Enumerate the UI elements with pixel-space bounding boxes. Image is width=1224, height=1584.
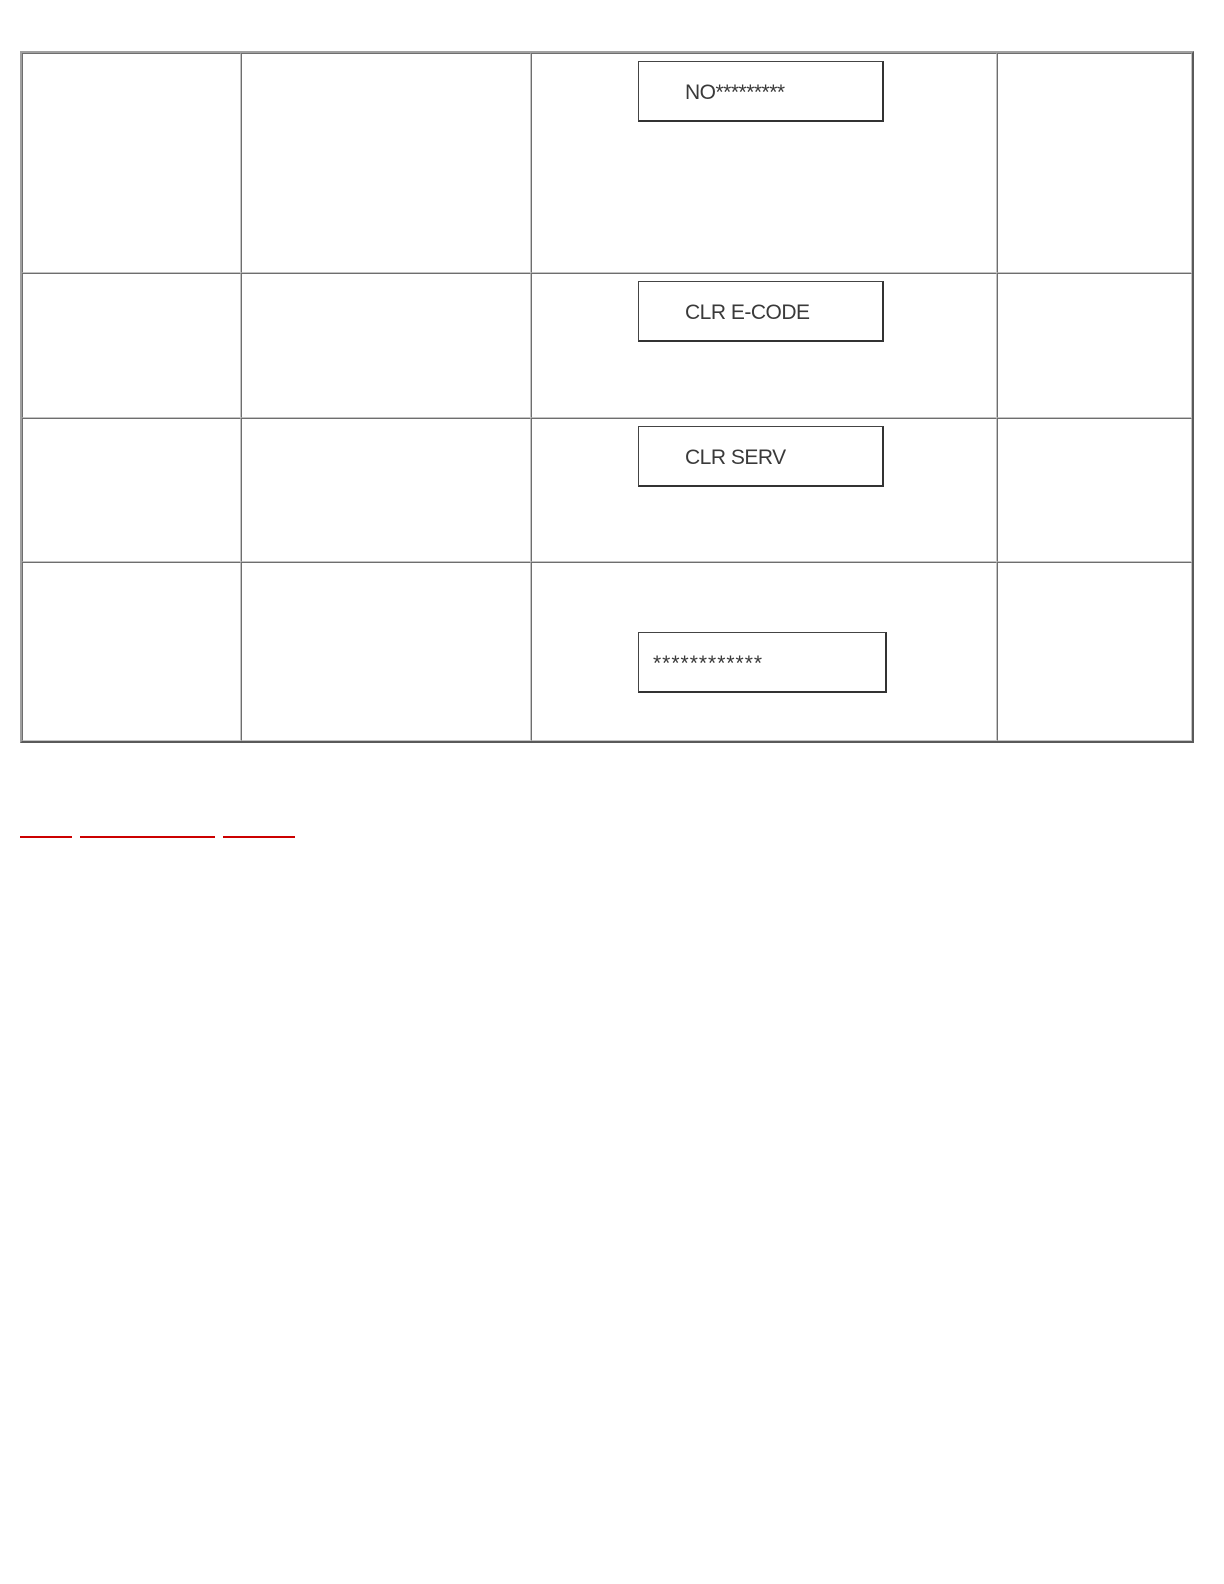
table-cell-display	[531, 273, 997, 418]
table-cell-display	[531, 53, 997, 273]
table-cell	[997, 273, 1192, 418]
lcd-display: CLR E-CODE	[638, 281, 884, 342]
table-cell	[241, 562, 531, 741]
table-cell	[997, 418, 1192, 562]
table-cell	[22, 418, 241, 562]
table-cell	[22, 273, 241, 418]
lcd-display: ************	[638, 632, 887, 693]
table-row	[22, 562, 1192, 741]
table-cell-display	[531, 562, 997, 741]
nav-link-1[interactable]	[20, 818, 72, 838]
lcd-display: NO*********	[638, 61, 884, 122]
table-cell	[997, 562, 1192, 741]
table-row	[22, 53, 1192, 273]
nav-link-3[interactable]	[223, 818, 295, 838]
table-row	[22, 418, 1192, 562]
table-cell	[241, 53, 531, 273]
table-cell	[241, 273, 531, 418]
table-cell-display	[531, 418, 997, 562]
table-cell	[241, 418, 531, 562]
table-cell	[22, 562, 241, 741]
procedure-table	[20, 51, 1194, 743]
lcd-display: CLR SERV	[638, 426, 884, 487]
nav-link-2[interactable]	[80, 818, 215, 838]
table-cell	[997, 53, 1192, 273]
table-cell	[22, 53, 241, 273]
table-row	[22, 273, 1192, 418]
